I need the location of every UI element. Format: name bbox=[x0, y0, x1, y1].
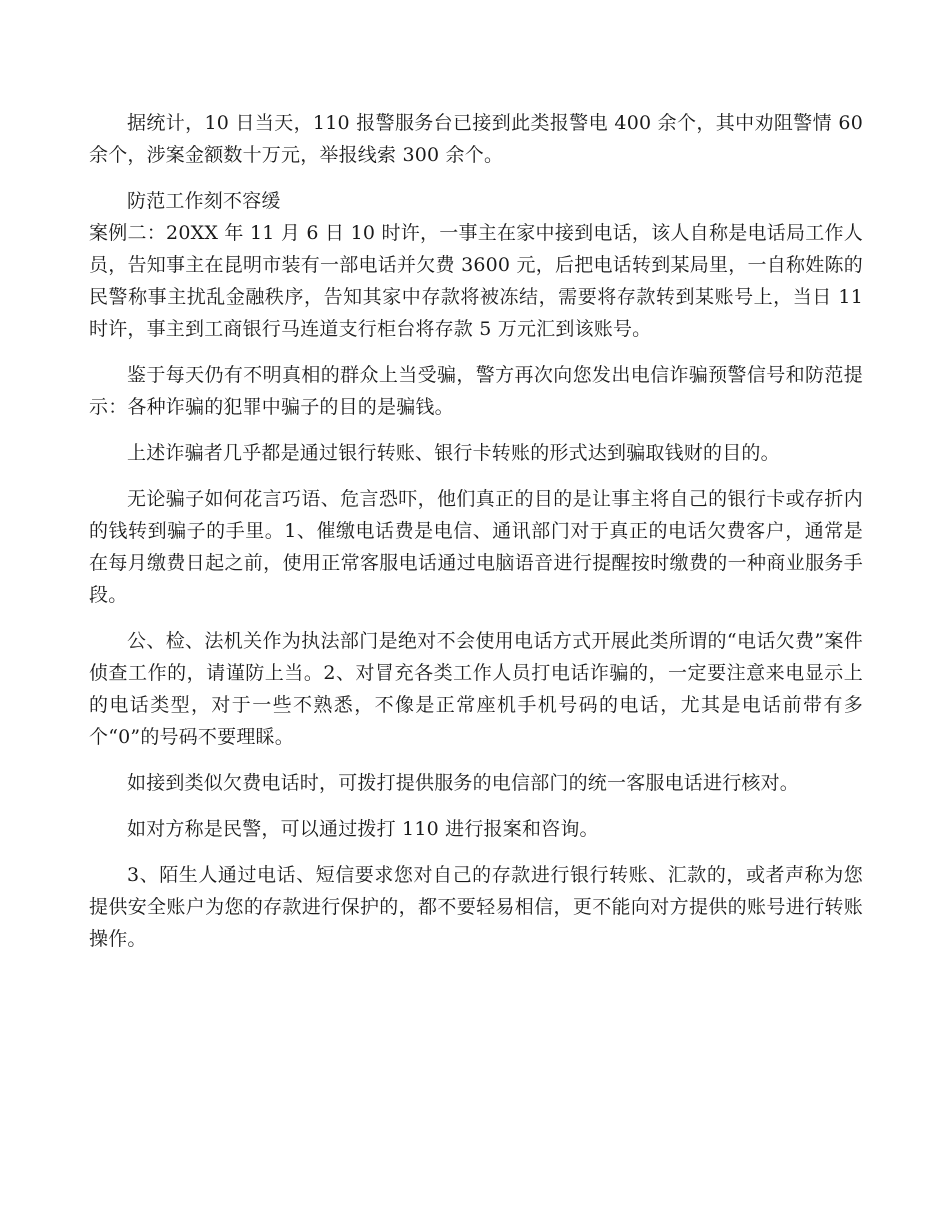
paragraph-warning: 鉴于每天仍有不明真相的群众上当受骗，警方再次向您发出电信诈骗预警信号和防范提示：各种诈骗的犯罪中骗子的目的是骗钱。 bbox=[89, 364, 863, 418]
document-body bbox=[89, 107, 863, 969]
paragraph-tip-three: 3、陌生人通过电话、短信要求您对自己的存款进行银行转账、汇款的，或者声称为您提供安全账户为您的存款进行保护的，都不要轻易相信，更不能向对方提供的账号进行转账操作。 bbox=[89, 864, 863, 950]
paragraph-case-two: 案例二：20XX 年 11 月 6 日 10 时许，一事主在家中接到电话，该人自称是电话局工作人员，告知事主在昆明市装有一部电话并欠费 3600 元，后把电话转到某局里，一自称姓陈的民警称事主扰乱金融秩序，告知其家中存款将被冻结，需要将存款转到某账号上，当日 11 时许，事主到工商银行马连道支行柜台将存款 5 万元汇到该账号。 bbox=[89, 222, 863, 340]
paragraph-verify-billing: 如接到类似欠费电话时，可拨打提供服务的电信部门的统一客服电话进行核对。 bbox=[127, 772, 800, 794]
paragraph-tip-one: 无论骗子如何花言巧语、危言恐吓，他们真正的目的是让事主将自己的银行卡或存折内的钱转到骗子的手里。1、催缴电话费是电信、通讯部门对于真正的电话欠费客户，通常是在每月缴费日起之前，使用正常客服电话通过电脑语音进行提醒按时缴费的一种商业服务手段。 bbox=[89, 488, 863, 606]
paragraph-call-110: 如对方称是民警，可以通过拨打 110 进行报案和咨询。 bbox=[127, 818, 599, 840]
paragraph-tip-two: 公、检、法机关作为执法部门是绝对不会使用电话方式开展此类所谓的“电话欠费”案件侦查工作的，请谨防上当。2、对冒充各类工作人员打电话诈骗的，一定要注意来电显示上的电话类型，对于一些不熟悉，不像是正常座机手机号码的电话，尤其是电话前带有多个“0”的号码不要理睬。 bbox=[89, 630, 863, 748]
paragraph-heading-prevention: 防范工作刻不容缓 bbox=[127, 190, 281, 212]
paragraph-statistics: 据统计，10 日当天，110 报警服务台已接到此类报警电 400 余个，其中劝阻警情 60 余个，涉案金额数十万元，举报线索 300 余个。 bbox=[89, 112, 863, 166]
paragraph-transfer-method: 上述诈骗者几乎都是通过银行转账、银行卡转账的形式达到骗取钱财的目的。 bbox=[127, 442, 780, 464]
